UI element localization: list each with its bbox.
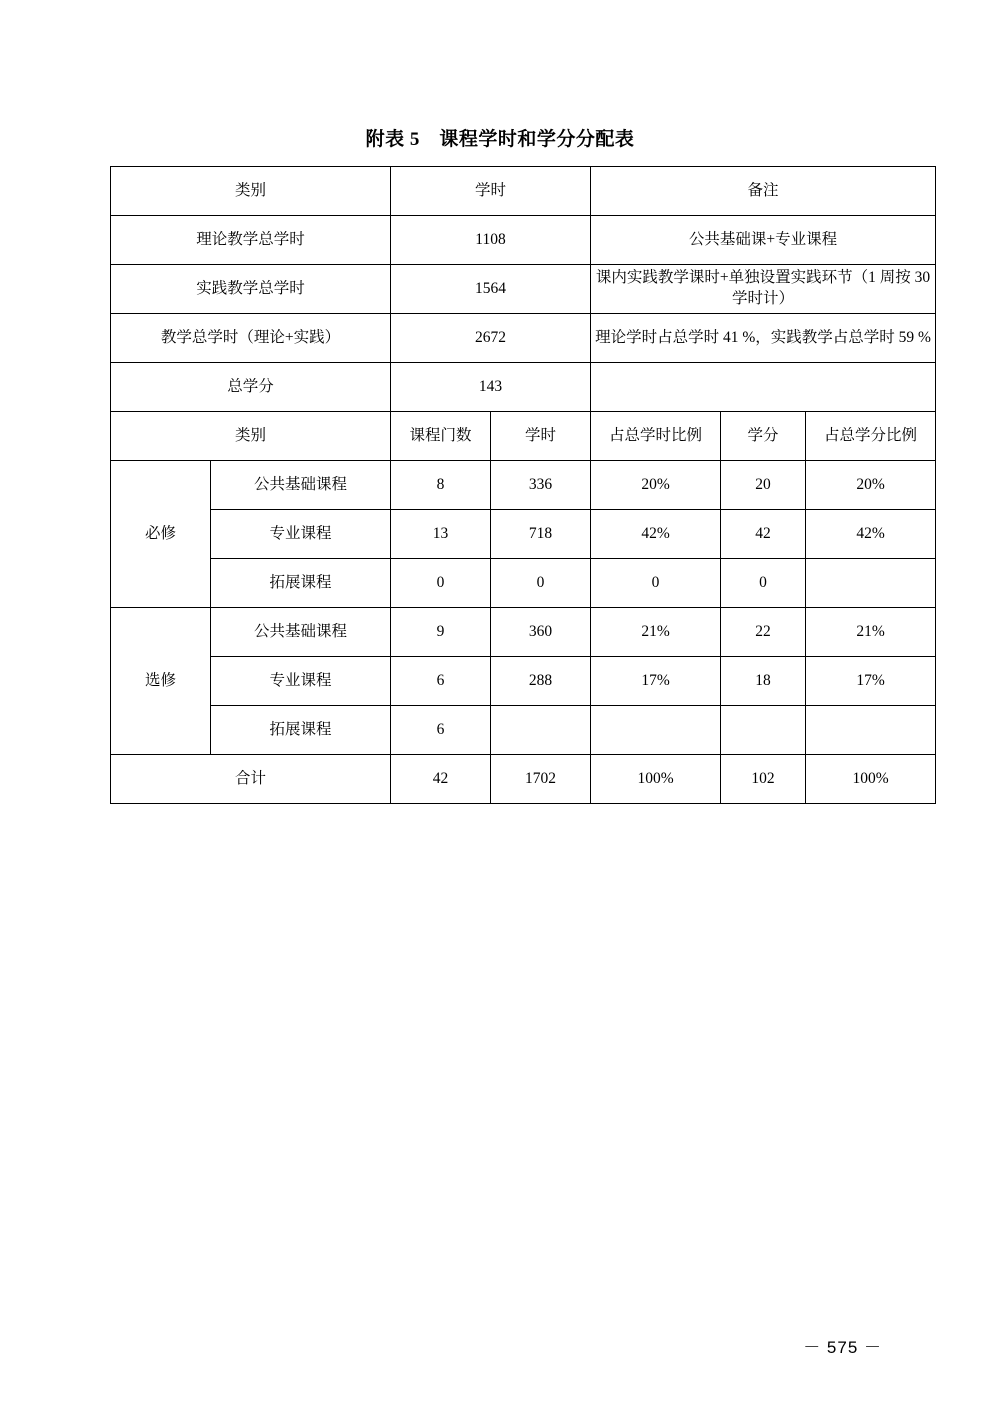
row-note: 公共基础课+专业课程 (591, 216, 936, 265)
table-row (111, 216, 936, 265)
table-row (111, 706, 936, 755)
row-hours: 336 (491, 461, 591, 510)
table-row (111, 314, 936, 363)
row-credits-ratio (806, 706, 936, 755)
row-hours-ratio: 20% (591, 461, 721, 510)
row-course-count: 13 (391, 510, 491, 559)
row-credits: 20 (721, 461, 806, 510)
page-number: － 575 － (803, 1338, 882, 1357)
row-course-count: 6 (391, 657, 491, 706)
total-credits: 102 (721, 755, 806, 804)
table-row (111, 657, 936, 706)
row-credits-ratio (806, 559, 936, 608)
row-course-count: 6 (391, 706, 491, 755)
group-label-elective: 选修 (111, 608, 211, 755)
row-hours-ratio: 0 (591, 559, 721, 608)
header-hours-2: 学时 (491, 412, 591, 461)
row-credits (721, 706, 806, 755)
row-hours (491, 706, 591, 755)
row-course-count: 8 (391, 461, 491, 510)
table-row (111, 167, 936, 216)
table-row (111, 510, 936, 559)
row-hours: 718 (491, 510, 591, 559)
header-category-1: 类别 (111, 167, 391, 216)
row-note: 理论学时占总学时 41 %，实践教学占总学时 59 % (591, 314, 936, 363)
header-hours-1: 学时 (391, 167, 591, 216)
header-credits-ratio: 占总学分比例 (806, 412, 936, 461)
total-hours: 1702 (491, 755, 591, 804)
header-course-count: 课程门数 (391, 412, 491, 461)
main-table (110, 166, 936, 804)
row-course-count: 0 (391, 559, 491, 608)
total-course-count: 42 (391, 755, 491, 804)
row-credits-ratio: 17% (806, 657, 936, 706)
table-row-total (111, 755, 936, 804)
row-course-count: 9 (391, 608, 491, 657)
row-credits: 22 (721, 608, 806, 657)
total-credits-ratio: 100% (806, 755, 936, 804)
row-hours: 360 (491, 608, 591, 657)
header-credits: 学分 (721, 412, 806, 461)
row-category: 拓展课程 (211, 559, 391, 608)
row-category: 理论教学总学时 (111, 216, 391, 265)
table-row (111, 265, 936, 314)
group-label-required: 必修 (111, 461, 211, 608)
header-hours-ratio: 占总学时比例 (591, 412, 721, 461)
table-row (111, 559, 936, 608)
table-row (111, 412, 936, 461)
row-category: 公共基础课程 (211, 608, 391, 657)
row-category: 教学总学时（理论+实践） (111, 314, 391, 363)
row-hours: 1564 (391, 265, 591, 314)
row-credits: 42 (721, 510, 806, 559)
total-hours-ratio: 100% (591, 755, 721, 804)
row-hours-ratio: 21% (591, 608, 721, 657)
row-credits-ratio: 21% (806, 608, 936, 657)
row-credits: 18 (721, 657, 806, 706)
row-credits-ratio: 42% (806, 510, 936, 559)
row-category: 拓展课程 (211, 706, 391, 755)
row-hours: 288 (491, 657, 591, 706)
row-category: 实践教学总学时 (111, 265, 391, 314)
row-hours: 2672 (391, 314, 591, 363)
row-category: 专业课程 (211, 657, 391, 706)
row-credits-ratio: 20% (806, 461, 936, 510)
row-category: 专业课程 (211, 510, 391, 559)
row-note (591, 363, 936, 412)
table-row (111, 363, 936, 412)
row-hours: 1108 (391, 216, 591, 265)
row-hours-ratio: 17% (591, 657, 721, 706)
row-credits: 0 (721, 559, 806, 608)
row-hours: 143 (391, 363, 591, 412)
table-row (111, 461, 936, 510)
course-hours-credits-table (110, 166, 931, 804)
page-title: 附表 5 课程学时和学分分配表 (365, 129, 635, 150)
row-category: 总学分 (111, 363, 391, 412)
row-hours: 0 (491, 559, 591, 608)
row-category: 公共基础课程 (211, 461, 391, 510)
header-note-1: 备注 (591, 167, 936, 216)
table-row (111, 608, 936, 657)
row-hours-ratio: 42% (591, 510, 721, 559)
total-label: 合计 (111, 755, 391, 804)
row-note: 课内实践教学课时+单独设置实践环节（1 周按 30 学时计） (591, 265, 936, 314)
row-hours-ratio (591, 706, 721, 755)
header-category-2: 类别 (111, 412, 391, 461)
